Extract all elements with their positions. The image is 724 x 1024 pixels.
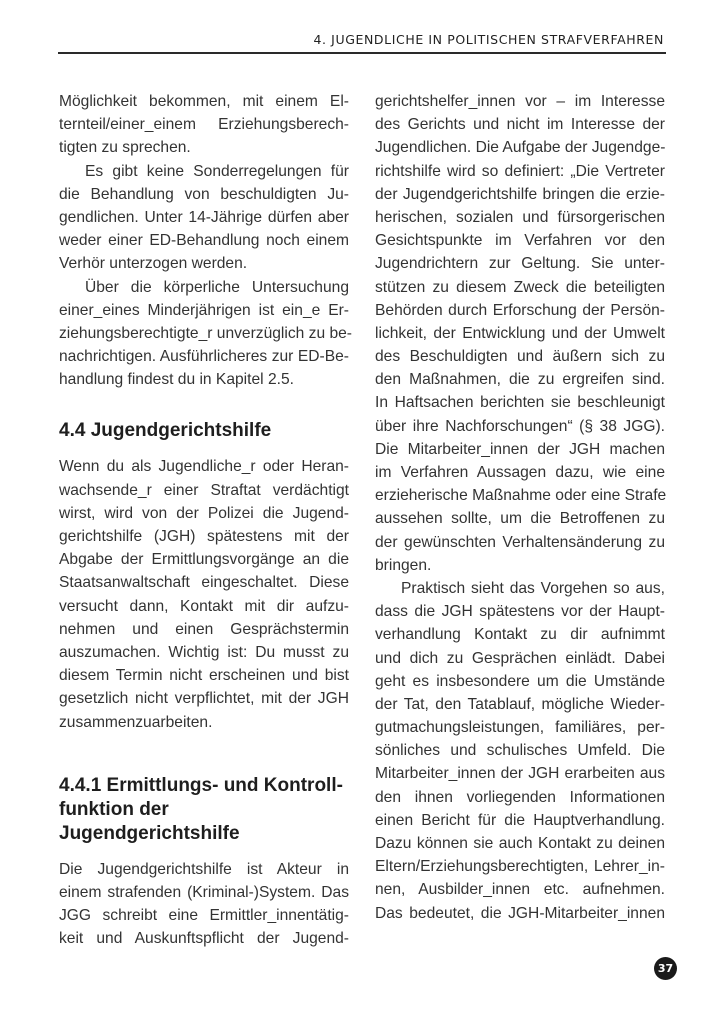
text-line: ziehungsberechtigte_r unverzüglich zu be- — [59, 324, 352, 342]
text-line: der Jugendgerichtshilfe bringen die erzie- — [375, 185, 665, 203]
text-line: weder einer ED-Behandlung noch einem — [59, 232, 349, 250]
text-line: Praktisch sieht das Vorgehen so aus, — [401, 579, 665, 597]
text-line: gesetzlich nicht verpflichtet, mit der JGH — [59, 690, 349, 708]
text-line: wachsende_r einer Straftat verdächtigt — [59, 481, 349, 499]
paragraph — [375, 90, 665, 577]
text-line: herischen, sozialen und fürsorgerischen — [375, 208, 665, 226]
text-line: gutmachungsleistungen, familiäres, per- — [375, 719, 665, 737]
paragraph — [59, 455, 349, 733]
text-line: Jugendrichtern zur Geltung. Sie unter- — [375, 255, 665, 273]
text-line: lichkeit, der Entwicklung und der Umwelt — [375, 324, 665, 342]
text-line: gerichtshilfe (JGH) spätestens mit der — [59, 528, 349, 545]
text-line: einen Bericht für die Hauptverhandlung. — [375, 811, 665, 829]
text-line: Möglichkeit bekommen, mit einem El- — [59, 93, 349, 110]
text-line: der gewünschten Verhaltensänderung zu — [375, 533, 665, 551]
text-line: auszumachen. Wichtig ist: Du musst zu — [59, 643, 349, 661]
text-line: geht es insbesondere um die Umstände — [375, 672, 665, 690]
text-line: aussehen sollte, um die Betroffenen zu — [375, 510, 665, 528]
text-line: und dich zu Gesprächen einlädt. Dabei — [375, 649, 665, 667]
text-line: JGG schreibt eine Ermittler_innentätig- — [59, 907, 349, 925]
section-heading: 4.4 Jugendgerichtshilfe — [59, 420, 272, 442]
text-line: Dazu können sie auch Kontakt zu deinen — [375, 835, 665, 852]
text-line: richtshilfe wird so definiert: „Die Vertreter — [375, 162, 665, 180]
paragraph — [375, 577, 665, 925]
text-line: dass die JGH spätestens vor der Haupt- — [375, 603, 665, 621]
right-column — [375, 90, 665, 925]
text-line: diesem Termin nicht erscheinen und bist — [59, 667, 349, 685]
text-line: der Tat, den Tatablauf, mögliche Wieder- — [375, 695, 665, 713]
text-line: den Maßnahmen, die zu ergreifen sind. — [375, 371, 665, 389]
text-line: einer_eines Minderjährigen ist ein_e Er- — [59, 301, 349, 319]
text-line: gerichtshelfer_innen vor – im Interesse — [375, 93, 665, 110]
text-line: Jugendlichen. Die Aufgabe der Jugendge- — [375, 139, 666, 157]
left-column — [59, 90, 352, 950]
text-line: Gesichtspunkte im Verfahren vor den — [375, 232, 665, 250]
text-line: Mitarbeiter_innen der JGH erarbeiten aus — [375, 765, 665, 783]
text-line: nen, Ausbilder_innen etc. aufnehmen. — [375, 881, 665, 899]
text-line: versucht dann, Kontakt mit dir aufzu- — [59, 597, 349, 615]
text-line: bringen. — [375, 556, 432, 574]
text-line: Die Mitarbeiter_innen der JGH machen — [375, 440, 665, 458]
subsection-heading-line: 4.4.1 Ermittlungs- und Kontroll- — [59, 774, 343, 796]
text-line: zusammenzuarbeiten. — [59, 713, 213, 731]
text-line: Über die körperliche Untersuchung — [85, 278, 349, 296]
text-line: wirst, wird von der Polizei die Jugend- — [59, 504, 349, 522]
text-line: ternteil/einer_einem Erziehungsberech- — [59, 116, 349, 134]
paragraph — [59, 276, 352, 392]
text-line: des Beschuldigten und äußern sich zu — [375, 348, 665, 366]
text-line: den ihnen vorliegenden Informationen — [375, 788, 665, 806]
paragraph — [59, 858, 349, 951]
subsection-heading-line: funktion der Jugendgerichtshilfe — [59, 798, 240, 844]
text-line: nachrichtigen. Ausführlicheres zur ED-Be- — [59, 348, 349, 366]
text-line: keit und Auskunftspflicht der Jugend- — [59, 930, 349, 948]
text-line: stützen zu diesem Zweck die beteiligten — [375, 278, 665, 296]
chapter-title: 4. JUGENDLICHE IN POLITISCHEN STRAFVERFAHREN — [313, 32, 664, 47]
text-line: In Haftsachen berichten sie beschleunigt — [375, 394, 665, 412]
text-line: Abgabe der Ermittlungsvorgänge an die — [59, 551, 349, 569]
text-line: Die Jugendgerichtshilfe ist Akteur in — [59, 860, 349, 878]
text-line: Das bedeutet, die JGH-Mitarbeiter_innen — [375, 904, 665, 922]
text-line: einem strafenden (Kriminal-)System. Das — [59, 883, 349, 901]
text-line: Behörden durch Erforschung der Persön- — [375, 301, 665, 319]
text-line: Es gibt keine Sonderregelungen für — [85, 162, 349, 180]
text-line: handlung findest du in Kapitel 2.5. — [59, 371, 294, 389]
text-line: sönliches und schulisches Umfeld. Die — [375, 742, 665, 760]
text-line: Verhör unterzogen werden. — [59, 255, 248, 273]
page-number-badge: 37 — [654, 957, 677, 980]
paragraph — [59, 90, 349, 160]
text-line: die Behandlung von beschuldigten Ju- — [59, 185, 349, 203]
text-line: Eltern/Erziehungsberechtigten, Lehrer_in- — [375, 858, 665, 876]
text-line: verhandlung Kontakt zu dir aufnimmt — [375, 626, 665, 644]
text-line: im Verfahren Aussagen dazu, wie eine — [375, 464, 665, 481]
text-line: tigten zu sprechen. — [59, 139, 191, 157]
text-line: gendlichen. Unter 14-Jährige dürfen aber — [59, 208, 349, 226]
text-line: des Gerichts und nicht im Interesse der — [375, 116, 665, 134]
text-line: Wenn du als Jugendliche_r oder Heran- — [59, 458, 349, 476]
text-line: erzieherische Maßnahme oder eine Strafe — [375, 487, 667, 505]
paragraph — [59, 160, 349, 276]
subsection-heading — [59, 774, 349, 846]
text-line: nehmen und einen Gesprächstermin — [59, 620, 349, 638]
running-head — [58, 28, 666, 54]
text-line: Staatsanwaltschaft eingeschaltet. Diese — [59, 574, 349, 592]
text-line: über ihre Nachforschungen“ (§ 38 JGG). — [375, 417, 665, 435]
